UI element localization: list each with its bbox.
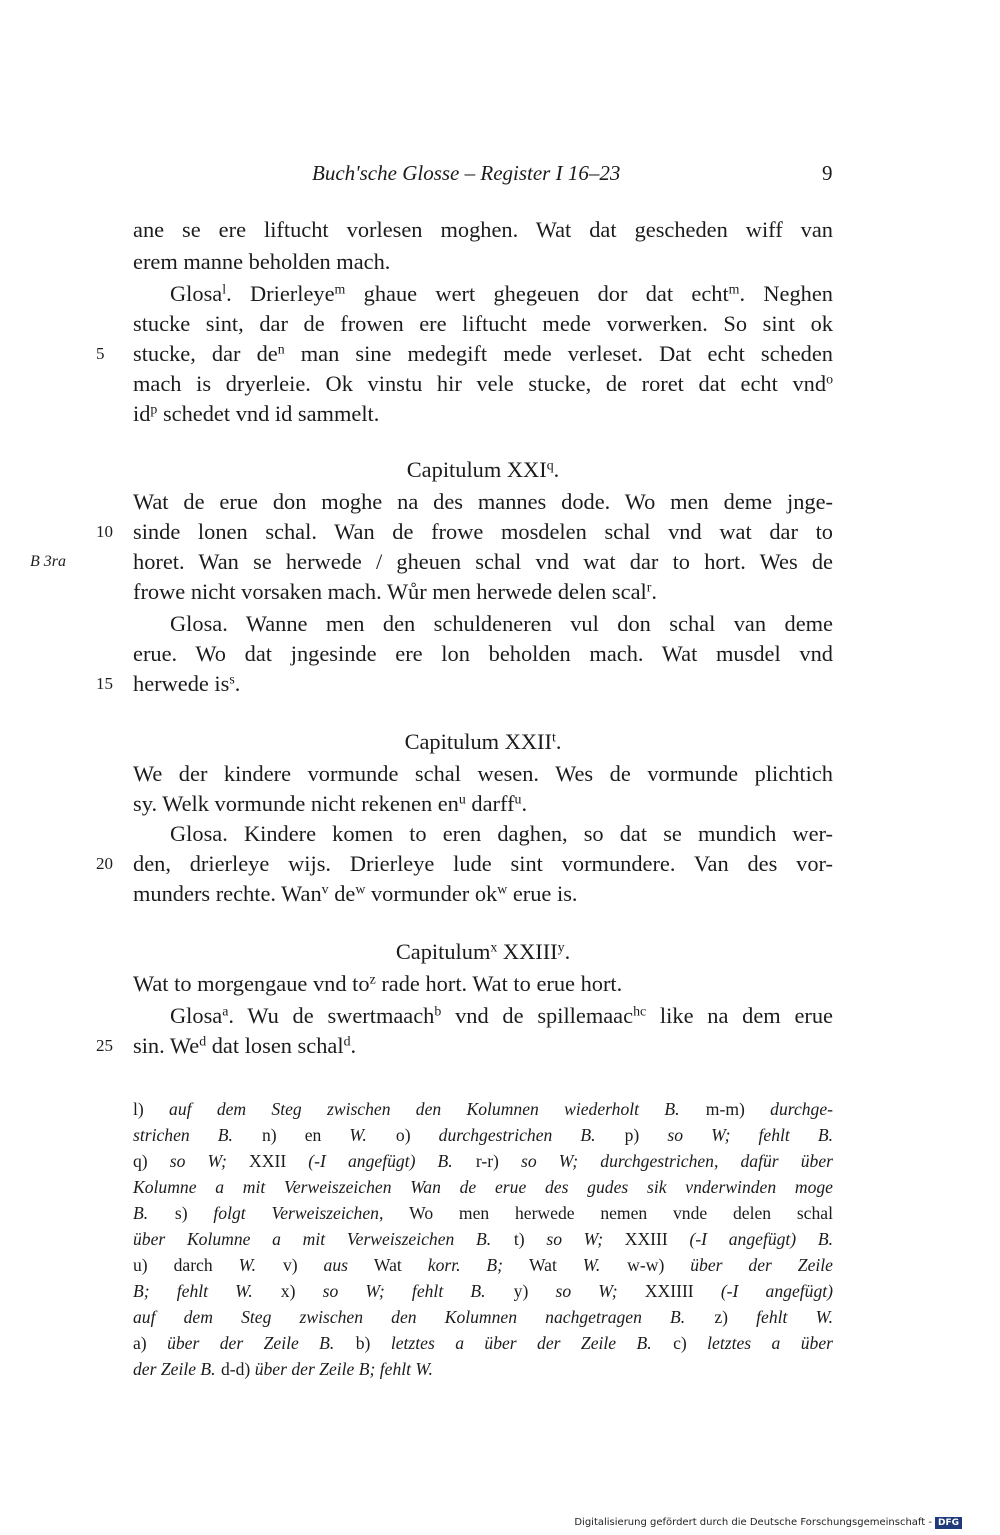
text-line: Glosa$^l$. Drierleye$^m$ ghaue wert ghegeuen dor dat echt$^m$. Neghen (170, 281, 833, 306)
text-line: mach is dryerleie. Ok vinstu hir vele stucke, de roret dat echt vnd$^o$ (133, 371, 833, 396)
text-line: Glosa$^a$. Wu de swertmaach$^b$ vnd de spillemaac$^{hc}$ like na dem erue (170, 1003, 833, 1028)
footnote-line: q) so W; XXII (-I angefügt) B. r-r) so W; durchgestrichen, dafür über (133, 1151, 833, 1171)
digitization-credit (574, 1517, 962, 1529)
text-line: erem manne beholden mach. (133, 249, 391, 274)
text-line: herwede $is^s$. (133, 671, 241, 696)
footnote-line: der Zeile B. d-d) über der Zeile B; fehlt W. (133, 1359, 433, 1379)
text-line: stucke sint, dar de frowen ere liftucht mede vorwerken. So sint ok (133, 311, 833, 336)
chapter-heading: Capitulum XXII$^t$. (404, 729, 562, 754)
text-line: Glosa. Wanne men den schuldeneren vul don schal van deme (170, 611, 833, 636)
footnote-line: B; fehlt W. x) so W; fehlt B. y) so W; XXIIII (-I angefügt) (133, 1281, 833, 1301)
page-number: 9 (822, 161, 833, 185)
text-line: munders rechte. Wan$^v$ $de^w$ vormunder $ok^w$ erue is. (133, 881, 578, 906)
line-number: 20 (96, 854, 113, 873)
footnote-line: l) auf dem Steg zwischen den Kolumnen wiederholt B. m-m) durchge- (133, 1099, 834, 1119)
footnote-line: auf dem Steg zwischen den Kolumnen nachgetragen B. z) fehlt W. (133, 1307, 834, 1327)
text-line: horet. Wan se herwede / gheuen schal vnd wat dar to hort. Wes de (133, 549, 833, 574)
folio-marker: B 3ra (30, 553, 66, 570)
text-line: den, drierleye wijs. Drierleye lude sint vormundere. Van des vor- (133, 851, 833, 876)
chapter-heading: Capitulum XXI$^q$. (406, 457, 560, 482)
line-number: 5 (96, 344, 105, 363)
text-line: $id^p$ schedet vnd id sammelt. (133, 401, 380, 426)
text-line: frowe nicht vorsaken mach. Wůr men herwede delen scal$^r$. (133, 579, 657, 604)
text-line: sy. Welk vormunde nicht rekenen $en^u$ darff$^u$. (133, 791, 528, 816)
text-line: sinde lonen schal. Wan de frowe mosdelen schal vnd wat dar to (133, 519, 833, 544)
line-number: 10 (96, 522, 113, 541)
running-title: Buch'sche Glosse – Register I 16–23 (312, 161, 621, 185)
line-number: 25 (96, 1036, 113, 1055)
footnote-line: u) darch W. v) aus Wat korr. B; Wat W. w-w) über der Zeile (133, 1255, 833, 1275)
footnote-line: Kolumne a mit Verweiszeichen Wan de erue des gudes sik vnderwinden moge (133, 1177, 833, 1197)
dfg-logo: DFG (935, 1517, 962, 1529)
text-line: Wat to morgengaue vnd $to^z$ rade hort. Wat to erue hort. (133, 971, 623, 996)
credit-text: Digitalisierung gefördert durch die Deutsche Forschungsgemeinschaft - (574, 1517, 932, 1528)
text-line: ane se ere liftucht vorlesen moghen. Wat dat gescheden wiff van (133, 217, 833, 242)
text-line: sin. We$^d$ dat losen schal$^d$. (133, 1033, 357, 1058)
footnote-line: über Kolumne a mit Verweiszeichen B. t) so W; XXIII (-I angefügt) B. (133, 1229, 834, 1249)
text-line: Glosa. Kindere komen to eren daghen, so dat se mundich wer- (170, 821, 833, 846)
text-line: erue. Wo dat jngesinde ere lon beholden mach. Wat musdel vnd (133, 641, 833, 666)
footnote-line: a) über der Zeile B. b) letztes a über der Zeile B. c) letztes a über (133, 1333, 833, 1353)
text-line: Wat de erue don moghe na des mannes dode. Wo men deme jnge- (133, 489, 833, 514)
text-line: We der kindere vormunde schal wesen. Wes de vormunde plichtich (133, 761, 833, 786)
chapter-heading: Capitulum$^x$ XXIII$^y$. (395, 939, 571, 964)
footnote-line: B. s) folgt Verweiszeichen, Wo men herwede nemen vnde delen schal (133, 1203, 833, 1223)
line-number: 15 (96, 674, 113, 693)
text-line: stucke, dar $de^n$ man sine medegift mede verleset. Dat echt scheden (133, 341, 833, 366)
footnote-line: strichen B. n) en W. o) durchgestrichen B. p) so W; fehlt B. (133, 1125, 834, 1145)
